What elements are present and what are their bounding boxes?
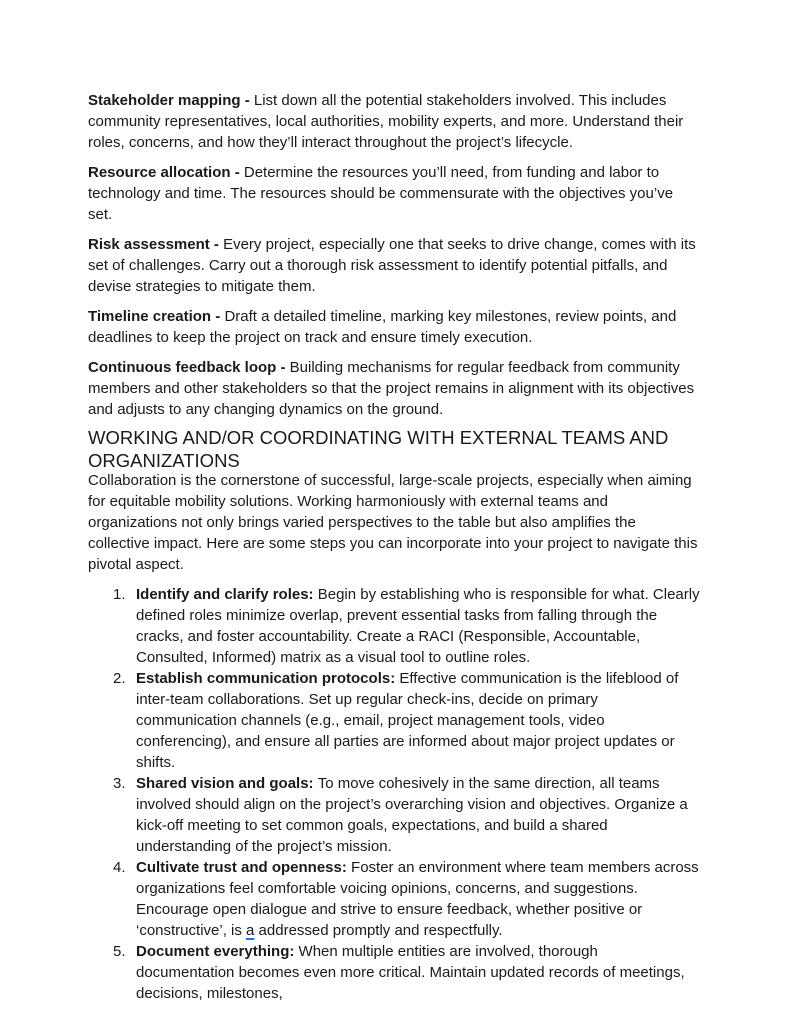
list-item-identify-roles — [88, 584, 700, 668]
list-item-number: 4. — [113, 859, 126, 876]
paragraph-lead: Continuous feedback loop - — [88, 359, 290, 376]
list-item-communication-protocols — [88, 668, 700, 773]
list-item-body: addressed promptly and respectfully. — [254, 922, 503, 939]
paragraph-timeline-creation — [88, 306, 700, 348]
list-item-document-everything — [88, 941, 700, 1004]
grammar-suggestion-underline[interactable]: a — [246, 922, 255, 939]
list-item-body: Begin by establishing who is responsible for what. Clearly defined roles minimize overlap, prevent essential tasks from falling through the cracks, and foster accountability. Create a RACI (Responsible, Accountable, Consulted, Informed) matrix as a visual tool to outline roles. — [136, 586, 700, 666]
numbered-list — [88, 584, 700, 1004]
paragraph-body: List down all the potential stakeholders involved. This includes community representatives, local authorities, mobility experts, and more. Understand their roles, concerns, and how they’ll interact throughout the project’s lifecycle. — [88, 92, 684, 151]
paragraph-lead: Resource allocation - — [88, 164, 244, 181]
paragraph-lead: Timeline creation - — [88, 308, 225, 325]
list-item-lead: Identify and clarify roles: — [136, 586, 318, 603]
list-item-lead: Shared vision and goals: — [136, 775, 318, 792]
paragraph-body: Determine the resources you’ll need, from funding and labor to technology and time. The resources should be commensurate with the objectives you’ve set. — [88, 164, 674, 223]
list-item-number: 5. — [113, 943, 126, 960]
list-item-number: 1. — [113, 586, 126, 603]
section-heading: WORKING AND/OR COORDINATING WITH EXTERNAL TEAMS AND ORGANIZATIONS — [88, 427, 669, 471]
list-item-body: Effective communication is the lifeblood of inter-team collaborations. Set up regular check-ins, decide on primary communication channels (e.g., email, project management tools, video conferencing), and ensure all parties are informed about major project updates or shifts. — [136, 670, 679, 771]
paragraph-body: Building mechanisms for regular feedback from community members and other stakeholders so that the project remains in alignment with its objectives and adjusts to any changing dynamics on the ground. — [88, 359, 695, 418]
paragraph-resource-allocation — [88, 162, 700, 225]
list-item-body: Foster an environment where team members across organizations feel comfortable voicing opinions, concerns, and suggestions. Encourage open dialogue and strive to ensure feedback, whether positive or ‘constructive’, is — [136, 859, 699, 939]
list-item-lead: Document everything: — [136, 943, 299, 960]
list-item-shared-vision — [88, 773, 700, 857]
list-item-body: When multiple entities are involved, thorough documentation becomes even more critical. Maintain updated records of meetings, decisions, milestones, — [136, 943, 685, 1002]
paragraph-lead: Risk assessment - — [88, 236, 224, 253]
section-intro-paragraph: Collaboration is the cornerstone of successful, large-scale projects, especially when aiming for equitable mobility solutions. Working harmoniously with external teams and organizations not only brings varied perspectives to the table but also amplifies the collective impact. Here are some steps you can incorporate into your project to navigate this pivotal aspect. — [88, 472, 698, 573]
list-item-cultivate-trust — [88, 857, 700, 941]
list-item-body: To move cohesively in the same direction, all teams involved should align on the project’s overarching vision and objectives. Organize a kick-off meeting to set common goals, expectations, and build a shared understanding of the project’s mission. — [136, 775, 688, 855]
paragraph-stakeholder-mapping — [88, 90, 700, 153]
paragraph-risk-assessment — [88, 234, 700, 297]
list-item-number: 3. — [113, 775, 126, 792]
paragraph-lead: Stakeholder mapping - — [88, 92, 254, 109]
paragraph-body: Every project, especially one that seeks to drive change, comes with its set of challenges. Carry out a thorough risk assessment to identify potential pitfalls, and devise strategies to mitigate them. — [88, 236, 696, 295]
paragraph-continuous-feedback-loop — [88, 357, 700, 420]
list-item-lead: Establish communication protocols: — [136, 670, 400, 687]
document-content — [88, 90, 700, 1004]
list-item-lead: Cultivate trust and openness: — [136, 859, 352, 876]
paragraph-body: Draft a detailed timeline, marking key milestones, review points, and deadlines to keep the project on track and ensure timely execution. — [88, 308, 677, 346]
list-item-number: 2. — [113, 670, 126, 687]
